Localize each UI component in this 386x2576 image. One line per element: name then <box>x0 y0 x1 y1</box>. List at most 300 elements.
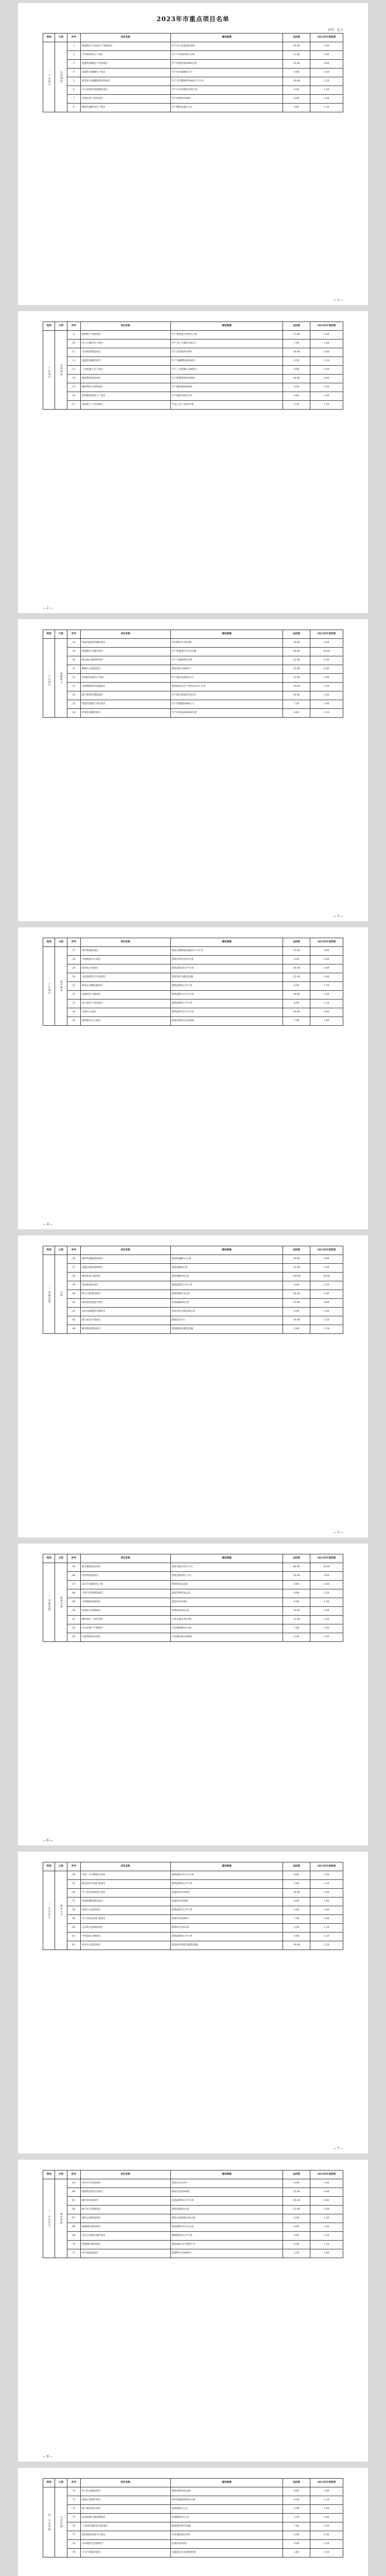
project-investment: 10.00 <box>283 77 310 86</box>
project-investment: 6.50 <box>283 357 310 366</box>
header-category: 类别 <box>43 1554 55 1563</box>
project-investment: 9.00 <box>283 2179 310 2188</box>
project-scale: 建筑面积5万平方米 <box>170 1281 283 1290</box>
project-scale: 建设冷库库容10万吨 <box>170 956 283 964</box>
project-investment: 6.00 <box>283 86 310 95</box>
project-plan: 1.50 <box>310 1880 343 1889</box>
table-row <box>43 1281 343 1290</box>
row-number: 64 <box>67 2188 80 2197</box>
header-investment: 总投资 <box>283 1862 310 1871</box>
project-scale: 建设仓储物流设施20万平方米 <box>170 947 283 956</box>
row-number: 3 <box>67 60 80 69</box>
project-name: 海绵城市建设项目 <box>80 2223 170 2232</box>
project-plan: 6.00 <box>310 1290 343 1299</box>
row-number: 72 <box>67 2487 80 2496</box>
project-plan: 3.00 <box>310 2206 343 2214</box>
project-scale: 年产汽车零部件200万件 <box>170 86 283 95</box>
page-number: — 5 — <box>333 1531 343 1534</box>
row-number: 1 <box>67 42 80 51</box>
project-investment: 20.00 <box>283 1889 310 1897</box>
project-scale: 建筑面积6万平方米 <box>170 999 283 1008</box>
project-scale: 治理河道30公里 <box>170 1607 283 1616</box>
project-scale: 年产精密仪器1万台 <box>170 104 283 112</box>
project-investment: 4.50 <box>283 999 310 1008</box>
project-name: 港口码头扩建项目 <box>80 1316 170 1325</box>
project-scale: 建设快速路12公里 <box>170 1255 283 1264</box>
project-name: 湿地公园保护项目 <box>80 2496 170 2505</box>
header-plan: 2023年计划投资 <box>310 1554 343 1563</box>
project-table <box>43 2478 343 2557</box>
header-investment: 总投资 <box>283 1554 310 1563</box>
project-plan: 1.50 <box>310 86 343 95</box>
project-plan: 5.00 <box>310 973 343 982</box>
project-scale: 保护湿地面积800公顷 <box>170 2496 283 2505</box>
table-row <box>43 1563 343 1572</box>
header-subcategory: 分类 <box>55 1862 67 1871</box>
table-row <box>43 1924 343 1933</box>
row-number: 70 <box>67 2241 80 2249</box>
project-scale: 新建泊位4个 <box>170 1316 283 1325</box>
table-row <box>43 2223 343 2232</box>
category-cell: 二、基础设施 <box>43 1563 55 1642</box>
project-investment: 6.00 <box>283 709 310 718</box>
table-row <box>43 1008 343 1017</box>
project-scale: 建设面积15平方公里 <box>170 2223 283 2232</box>
project-investment: 15.00 <box>283 2188 310 2197</box>
header-number: 序号 <box>67 1554 80 1563</box>
row-number: 44 <box>67 1325 80 1334</box>
project-plan: 1.00 <box>310 392 343 401</box>
project-plan: 2.50 <box>310 383 343 392</box>
project-plan: 1.00 <box>310 1906 343 1915</box>
project-plan: 3.50 <box>310 1616 343 1624</box>
project-investment: 6.00 <box>283 2487 310 2496</box>
table-row <box>43 2487 343 2496</box>
project-plan: 1.20 <box>310 2241 343 2249</box>
subcategory-cell: 战略新兴 <box>55 639 67 718</box>
header-name: 项目名称 <box>80 630 170 639</box>
row-number: 23 <box>67 683 80 691</box>
table-row <box>43 401 343 410</box>
project-name: 保障性租赁住房项目 <box>80 2188 170 2197</box>
project-plan: 4.00 <box>310 2188 343 2197</box>
project-scale: 日处理垃圾1500吨 <box>170 1633 283 1642</box>
project-scale: 建设桥梁3.5公里 <box>170 1290 283 1299</box>
row-number: 29 <box>67 964 80 973</box>
project-plan: 1.50 <box>310 401 343 410</box>
table-row <box>43 639 343 648</box>
project-scale: 年产碳纤维5000吨 <box>170 383 283 392</box>
project-investment: 8.00 <box>283 1589 310 1598</box>
header-content: 建设规模 <box>170 1246 283 1255</box>
table-header-row <box>43 33 343 42</box>
project-investment: 9.50 <box>283 383 310 392</box>
row-number: 24 <box>67 691 80 700</box>
subcategory-cell: 先进制造 <box>55 331 67 410</box>
project-investment: 12.00 <box>283 1264 310 1273</box>
header-number: 序号 <box>67 322 80 331</box>
project-name: 220千伏输变电工程 <box>80 1581 170 1589</box>
project-name: 航空零部件制造项目 <box>80 691 170 700</box>
header-subcategory: 分类 <box>55 2171 67 2179</box>
project-investment: 11.00 <box>283 331 310 340</box>
project-investment: 8.00 <box>283 956 310 964</box>
table-row <box>43 1906 343 1915</box>
subcategory-cell: 现代服务 <box>55 947 67 1026</box>
header-subcategory: 分类 <box>55 2479 67 2487</box>
project-investment: 5.50 <box>283 401 310 410</box>
subcategory-cell: 能源水利 <box>55 1563 67 1642</box>
document <box>0 3 386 2576</box>
table-row <box>43 1889 343 1897</box>
table-row <box>43 69 343 77</box>
table-row <box>43 2214 343 2223</box>
project-name: 半导体材料生产项目 <box>80 51 170 60</box>
project-investment: 5.00 <box>283 1325 310 1334</box>
table-row <box>43 1880 343 1889</box>
project-investment: 3.50 <box>283 1924 310 1933</box>
header-name: 项目名称 <box>80 2171 170 2179</box>
table-row <box>43 392 343 401</box>
project-investment: 3.00 <box>283 2549 310 2557</box>
project-scale: 设置床位500张 <box>170 1897 283 1906</box>
project-plan: 3.00 <box>310 1607 343 1616</box>
project-plan: 6.00 <box>310 665 343 674</box>
project-scale: 年产通信设备50万台 <box>170 674 283 683</box>
subcategory-cell: 生态治理 <box>55 2487 67 2557</box>
row-number: 51 <box>67 1616 80 1624</box>
project-plan: 4.00 <box>310 60 343 69</box>
row-number: 45 <box>67 1563 80 1572</box>
document-page <box>18 2160 368 2462</box>
subcategory-cell: 城市更新 <box>55 2179 67 2258</box>
project-plan: 1.80 <box>310 1017 343 1026</box>
row-number: 53 <box>67 1633 80 1642</box>
header-plan: 2023年计划投资 <box>310 938 343 947</box>
project-plan: 2.50 <box>310 1589 343 1598</box>
table-header-row <box>43 1862 343 1871</box>
document-page <box>18 3 368 305</box>
project-name: 公办幼儿园建设项目 <box>80 1924 170 1933</box>
project-name: 新能源汽车整车项目 <box>80 648 170 656</box>
project-scale: 日供水能力20万吨 <box>170 1616 283 1624</box>
project-name: 生物医药产业化项目 <box>80 95 170 104</box>
project-investment: 8.00 <box>283 69 310 77</box>
table-row <box>43 2549 343 2557</box>
project-plan: 2.00 <box>310 2522 343 2531</box>
project-plan: 5.00 <box>310 42 343 51</box>
table-row <box>43 348 343 357</box>
project-investment: 10.00 <box>283 991 310 999</box>
project-scale: 年产航空零部件10万件 <box>170 691 283 700</box>
subcategory-cell: 教育卫生 <box>55 1871 67 1950</box>
document-page <box>18 2468 368 2576</box>
row-number: 54 <box>67 1871 80 1880</box>
header-number: 序号 <box>67 1862 80 1871</box>
subcategory-cell: 先进制造 <box>55 42 67 112</box>
project-plan: 1.50 <box>310 2232 343 2241</box>
project-plan: 1.20 <box>310 999 343 1008</box>
project-scale: 治理面积10万亩 <box>170 2514 283 2522</box>
document-page <box>18 1544 368 1845</box>
project-plan: 1.50 <box>310 709 343 718</box>
category-cell: 四、生态环保 <box>43 2487 55 2557</box>
project-investment: 22.00 <box>283 656 310 665</box>
project-scale: 建设道路8公里 <box>170 1264 283 1273</box>
table-row <box>43 2206 343 2214</box>
header-content: 建设规模 <box>170 938 283 947</box>
project-name: 天然气管网建设项目 <box>80 1589 170 1598</box>
project-investment: 3.00 <box>283 2505 310 2514</box>
row-number: 75 <box>67 2514 80 2522</box>
table-row <box>43 366 343 375</box>
row-number: 13 <box>67 366 80 375</box>
row-number: 5 <box>67 77 80 86</box>
project-name: 中小学校舍改扩建项目 <box>80 1915 170 1924</box>
project-investment: 12.00 <box>283 2206 310 2214</box>
table-row <box>43 1255 343 1264</box>
header-category: 类别 <box>43 1246 55 1255</box>
project-plan: 4.00 <box>310 1572 343 1581</box>
row-number: 42 <box>67 1308 80 1316</box>
table-row <box>43 956 343 964</box>
project-name: 高速公路连接线项目 <box>80 1264 170 1273</box>
table-row <box>43 2188 343 2197</box>
project-plan: 1.50 <box>310 982 343 991</box>
table-row <box>43 947 343 956</box>
project-investment: 15.00 <box>283 947 310 956</box>
project-scale: 改造道路40公里 <box>170 1299 283 1308</box>
project-plan: 1.20 <box>310 104 343 112</box>
project-table <box>43 1862 343 1950</box>
row-number: 56 <box>67 1889 80 1897</box>
project-investment: 14.00 <box>283 683 310 691</box>
project-scale: 修复面积500公顷 <box>170 2487 283 2496</box>
project-name: 城市公园建设项目 <box>80 2214 170 2223</box>
project-investment: 16.00 <box>283 1316 310 1325</box>
table-row <box>43 1290 343 1299</box>
row-number: 47 <box>67 1581 80 1589</box>
header-content: 建设规模 <box>170 322 283 331</box>
table-row <box>43 2241 343 2249</box>
project-plan: 4.00 <box>310 1008 343 1017</box>
row-number: 35 <box>67 1017 80 1026</box>
project-plan: 4.50 <box>310 639 343 648</box>
header-investment: 总投资 <box>283 1246 310 1255</box>
project-name: 新能源动力电池生产基地项目 <box>80 42 170 51</box>
table-row <box>43 2540 343 2549</box>
row-number: 7 <box>67 95 80 104</box>
project-name: 市第一中学新校区项目 <box>80 1871 170 1880</box>
project-plan: 3.50 <box>310 1316 343 1325</box>
project-plan: 6.00 <box>310 656 343 665</box>
project-name: 疾控中心建设项目 <box>80 1906 170 1915</box>
header-number: 序号 <box>67 2171 80 2179</box>
project-name: 国土绿化提升项目 <box>80 2505 170 2514</box>
row-number: 8 <box>67 104 80 112</box>
row-number: 11 <box>67 348 80 357</box>
page-number: — 2 — <box>43 606 53 610</box>
project-name: 工业园区循环化改造项目 <box>80 2522 170 2531</box>
header-name: 项目名称 <box>80 322 170 331</box>
row-number: 10 <box>67 340 80 348</box>
project-scale: 建筑面积8万平方米 <box>170 982 283 991</box>
row-number: 65 <box>67 2197 80 2206</box>
project-plan: 2.50 <box>310 691 343 700</box>
project-scale: 年加工农产品20万吨 <box>170 401 283 410</box>
row-number: 20 <box>67 656 80 665</box>
project-investment: 7.50 <box>283 700 310 709</box>
row-number: 52 <box>67 1624 80 1633</box>
project-name: 污水处理厂扩建项目 <box>80 1624 170 1633</box>
page-number: — 3 — <box>333 914 343 918</box>
project-name: 智能装备制造产业园项目 <box>80 60 170 69</box>
row-number: 30 <box>67 973 80 982</box>
table-row <box>43 86 343 95</box>
table-row <box>43 331 343 340</box>
project-name: 康养服务中心项目 <box>80 1017 170 1026</box>
project-plan: 4.00 <box>310 1299 343 1308</box>
project-plan: 2.00 <box>310 700 343 709</box>
project-investment: 6.00 <box>283 982 310 991</box>
table-row <box>43 964 343 973</box>
table-row <box>43 51 343 60</box>
row-number: 69 <box>67 2232 80 2241</box>
table-row <box>43 2522 343 2531</box>
project-plan: 2.00 <box>310 1624 343 1633</box>
project-name: 冷链物流中心项目 <box>80 956 170 964</box>
project-name: 商业综合体项目 <box>80 964 170 973</box>
table-row <box>43 375 343 383</box>
project-investment: 30.00 <box>283 1255 310 1264</box>
row-number: 67 <box>67 2214 80 2223</box>
row-number: 77 <box>67 2531 80 2540</box>
project-name: 城市快速路建设项目 <box>80 1255 170 1264</box>
project-scale: 装机容量120万千瓦 <box>170 1563 283 1572</box>
row-number: 60 <box>67 1924 80 1933</box>
project-scale: 年产服装1000万件 <box>170 392 283 401</box>
project-name: 精密仪器研发生产项目 <box>80 104 170 112</box>
project-name: 生物制药研发基地项目 <box>80 683 170 691</box>
project-investment: 16.00 <box>283 375 310 383</box>
header-subcategory: 分类 <box>55 630 67 639</box>
project-plan: 8.00 <box>310 1255 343 1264</box>
project-scale: 年产传感器5000万只 <box>170 700 283 709</box>
row-number: 49 <box>67 1598 80 1607</box>
table-row <box>43 2514 343 2522</box>
project-name: 体育中心建设项目 <box>80 1941 170 1950</box>
project-name: 河道综合治理项目 <box>80 1607 170 1616</box>
table-row <box>43 1616 343 1624</box>
project-scale: 年产电子元器件10亿只 <box>170 340 283 348</box>
project-table <box>43 1554 343 1642</box>
project-investment: 4.00 <box>283 1933 310 1941</box>
project-investment: 14.00 <box>283 1572 310 1581</box>
header-plan: 2023年计划投资 <box>310 630 343 639</box>
project-plan: 2.00 <box>310 366 343 375</box>
project-name: 新型显示面板配套材料项目 <box>80 77 170 86</box>
header-subcategory: 分类 <box>55 938 67 947</box>
project-investment: 4.00 <box>283 392 310 401</box>
project-name: 工业机器人生产项目 <box>80 366 170 375</box>
project-investment: 6.00 <box>283 1308 310 1316</box>
header-name: 项目名称 <box>80 1862 170 1871</box>
project-investment: 10.00 <box>283 1941 310 1950</box>
project-name: 纺织服装智能工厂项目 <box>80 392 170 401</box>
project-scale: 建设线路20公里 <box>170 1273 283 1281</box>
table-row <box>43 683 343 691</box>
project-plan: 2.50 <box>310 1633 343 1642</box>
category-cell: 一、产业项目 <box>43 639 55 718</box>
header-plan: 2023年计划投资 <box>310 2171 343 2179</box>
project-plan: 2.50 <box>310 991 343 999</box>
header-category: 类别 <box>43 1862 55 1871</box>
table-row <box>43 1017 343 1026</box>
header-category: 类别 <box>43 630 55 639</box>
header-subcategory: 分类 <box>55 33 67 42</box>
project-scale: 建设景区及配套设施 <box>170 973 283 982</box>
row-number: 19 <box>67 648 80 656</box>
project-name: 危险废物处置中心项目 <box>80 2531 170 2540</box>
project-plan: 1.00 <box>310 2249 343 2258</box>
project-scale: 新建幼儿园12所 <box>170 1924 283 1933</box>
row-number: 66 <box>67 2206 80 2214</box>
project-name: 城中村改造项目 <box>80 2197 170 2206</box>
row-number: 25 <box>67 700 80 709</box>
row-number: 76 <box>67 2522 80 2531</box>
project-scale: 年产储能系统10GWh <box>170 375 283 383</box>
project-plan: 1.50 <box>310 2214 343 2223</box>
row-number: 40 <box>67 1290 80 1299</box>
project-plan: 3.00 <box>310 331 343 340</box>
project-plan: 1.00 <box>310 2549 343 2557</box>
header-plan: 2023年计划投资 <box>310 1246 343 1255</box>
header-plan: 2023年计划投资 <box>310 1862 343 1871</box>
project-investment: 6.00 <box>283 1581 310 1589</box>
row-number: 17 <box>67 401 80 410</box>
table-row <box>43 2249 343 2258</box>
row-number: 31 <box>67 982 80 991</box>
header-subcategory: 分类 <box>55 1246 67 1255</box>
table-row <box>43 42 343 51</box>
project-name: 妇幼保健院建设项目 <box>80 1897 170 1906</box>
project-scale: 建筑面积30万平方米 <box>170 964 283 973</box>
project-investment: 25.00 <box>283 665 310 674</box>
project-name: 停车场建设项目 <box>80 2249 170 2258</box>
category-cell: 一、产业项目 <box>43 947 55 1026</box>
table-row <box>43 1572 343 1581</box>
project-name: 高端医疗器械生产项目 <box>80 69 170 77</box>
project-investment: 50.00 <box>283 648 310 656</box>
project-scale: 建设公园绿地100公顷 <box>170 2214 283 2223</box>
table-row <box>43 691 343 700</box>
table-row <box>43 104 343 112</box>
project-investment: 20.00 <box>283 964 310 973</box>
table-header-row <box>43 1246 343 1255</box>
table-row <box>43 2531 343 2540</box>
project-name: 环保装备制造项目 <box>80 709 170 718</box>
table-row <box>43 1308 343 1316</box>
row-number: 36 <box>67 1255 80 1264</box>
project-investment: 28.00 <box>283 1290 310 1299</box>
project-plan: 1.50 <box>310 2531 343 2540</box>
project-name: 垃圾焚烧发电项目 <box>80 1633 170 1642</box>
project-investment: 8.00 <box>283 1871 310 1880</box>
category-cell: 二、基础设施 <box>43 1255 55 1334</box>
project-investment: 8.00 <box>283 2223 310 2232</box>
project-investment: 15.00 <box>283 60 310 69</box>
project-plan: 3.00 <box>310 51 343 60</box>
